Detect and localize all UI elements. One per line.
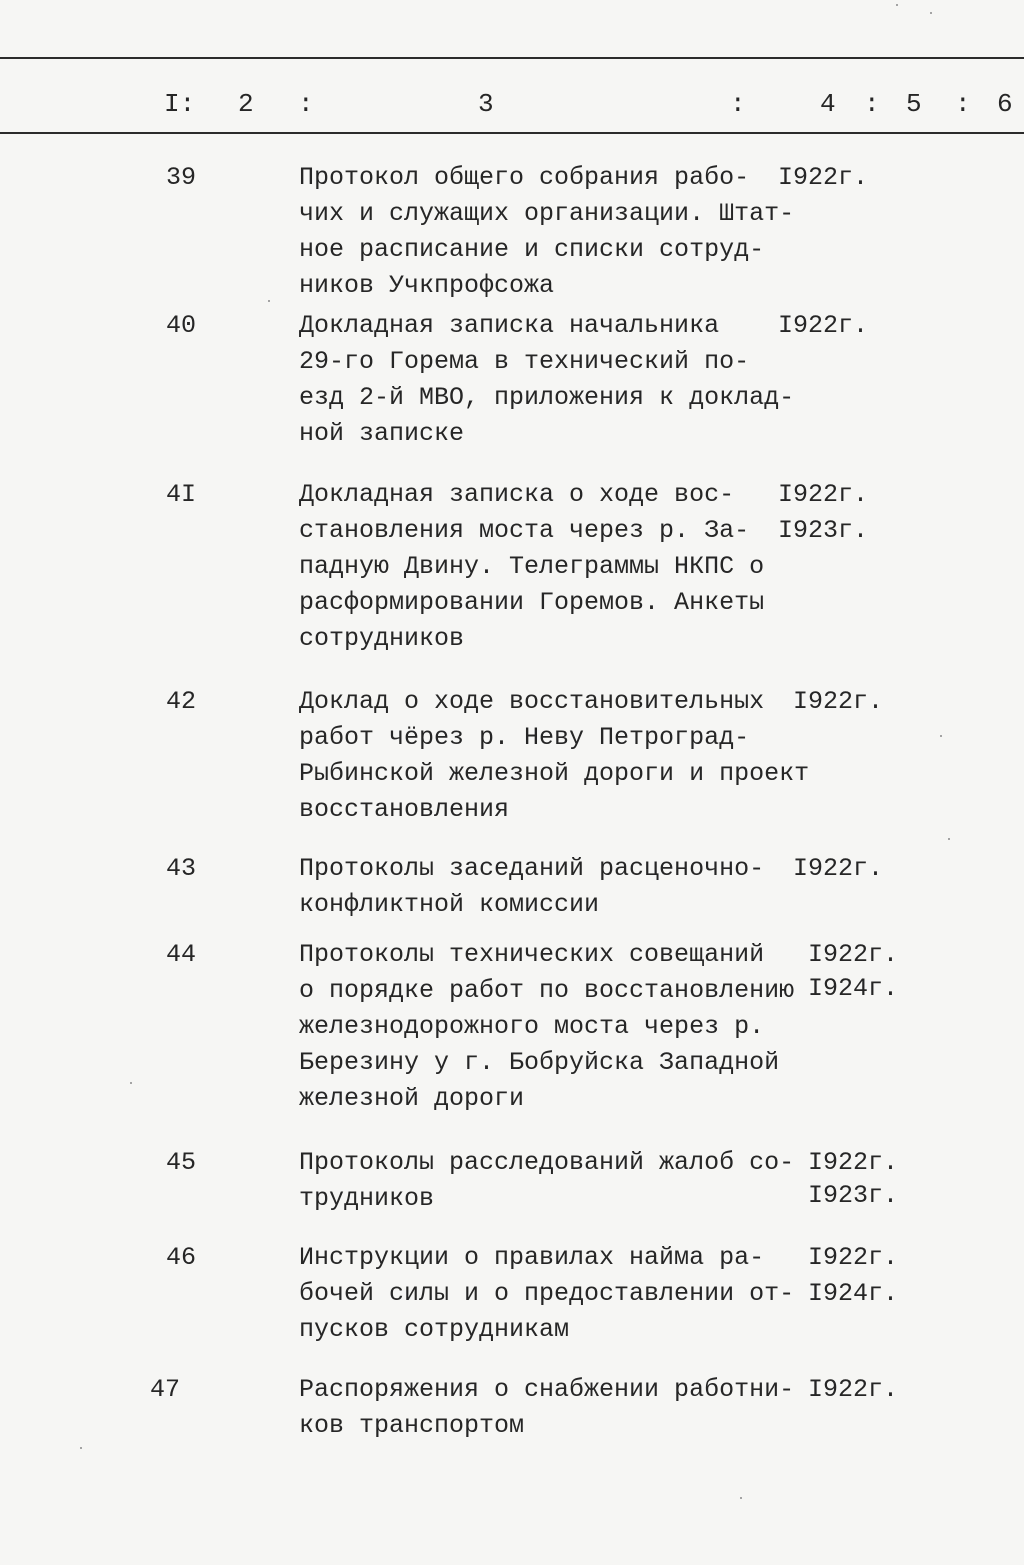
header-bottom-rule — [0, 132, 1024, 134]
entry-number: 47 — [150, 1375, 181, 1404]
header-col-2: 2 — [238, 89, 254, 119]
header-col-6: 6 — [997, 89, 1013, 119]
entry-year: I922г. — [808, 940, 899, 969]
scan-speck — [930, 12, 932, 14]
entry-description: Протоколы заседаний расценочно- конфликтной комиссии — [299, 854, 765, 919]
entry-year: I922г. — [778, 311, 869, 340]
entry-year: I922г. — [793, 854, 884, 883]
entry-number: 44 — [166, 940, 197, 969]
entry-description: Инструкции о правилах найма ра- бочей силы и о предоставлении от- пусков сотрудникам — [299, 1243, 795, 1344]
header-col-5: 5 — [906, 89, 922, 119]
entry-year: I922г. — [808, 1375, 899, 1404]
scan-speck — [268, 300, 270, 302]
scan-speck — [940, 735, 942, 737]
scan-speck — [80, 1447, 82, 1449]
entry-number: 4I — [166, 480, 197, 509]
entry-description: Распоряжения о снабжении работни- ков транспортом — [299, 1375, 795, 1440]
scan-speck — [740, 1497, 742, 1499]
header-separator: : — [730, 89, 746, 119]
entry-description: Протоколы технических совещаний о порядке работ по восстановлению железнодорожного моста через р. Березину у г. Бобруйска Западной железной дороги — [299, 940, 795, 1113]
entry-number: 42 — [166, 687, 197, 716]
entry-number: 39 — [166, 163, 197, 192]
header-separator: : — [298, 89, 314, 119]
entry-year: I922г. — [778, 480, 869, 509]
scan-speck — [130, 1082, 132, 1084]
header-separator: : — [955, 89, 971, 119]
entry-description: Докладная записка начальника 29-го Горема в технический по- езд 2-й МВО, приложения к доклад- ной записке — [299, 311, 795, 448]
entry-year: I922г. — [793, 687, 884, 716]
entry-description: Доклад о ходе восстановительных работ чёрез р. Неву Петроград- Рыбинской железной дороги и проект восстановления — [299, 687, 810, 824]
entry-description: Докладная записка о ходе вос- становления моста через р. За- падную Двину. Телеграммы НКПС о расформировании Горемов. Анкеты сотрудников — [299, 480, 765, 653]
entry-year: I922г. — [808, 1148, 899, 1177]
entry-number: 40 — [166, 311, 197, 340]
scan-speck — [948, 838, 950, 840]
header-col-1: I: — [164, 89, 196, 119]
header-separator: : — [864, 89, 880, 119]
entry-year: I923г. — [778, 516, 869, 545]
entry-year: I923г. — [808, 1181, 899, 1210]
entry-year: I922г. — [808, 1243, 899, 1272]
entry-number: 45 — [166, 1148, 197, 1177]
header-top-rule — [0, 57, 1024, 59]
entry-year: I924г. — [808, 1279, 899, 1308]
entry-year: I922г. — [778, 163, 869, 192]
entry-description: Протокол общего собрания рабо- чих и служащих организации. Штат- ное расписание и списки сотруд- ников Учкпрофсожа — [299, 163, 795, 300]
entry-number: 46 — [166, 1243, 197, 1272]
header-col-4: 4 — [820, 89, 836, 119]
entry-description: Протоколы расследований жалоб со- трудников — [299, 1148, 795, 1213]
entry-year: I924г. — [808, 974, 899, 1003]
scan-speck — [896, 4, 898, 6]
header-col-3: 3 — [478, 89, 494, 119]
entry-number: 43 — [166, 854, 197, 883]
